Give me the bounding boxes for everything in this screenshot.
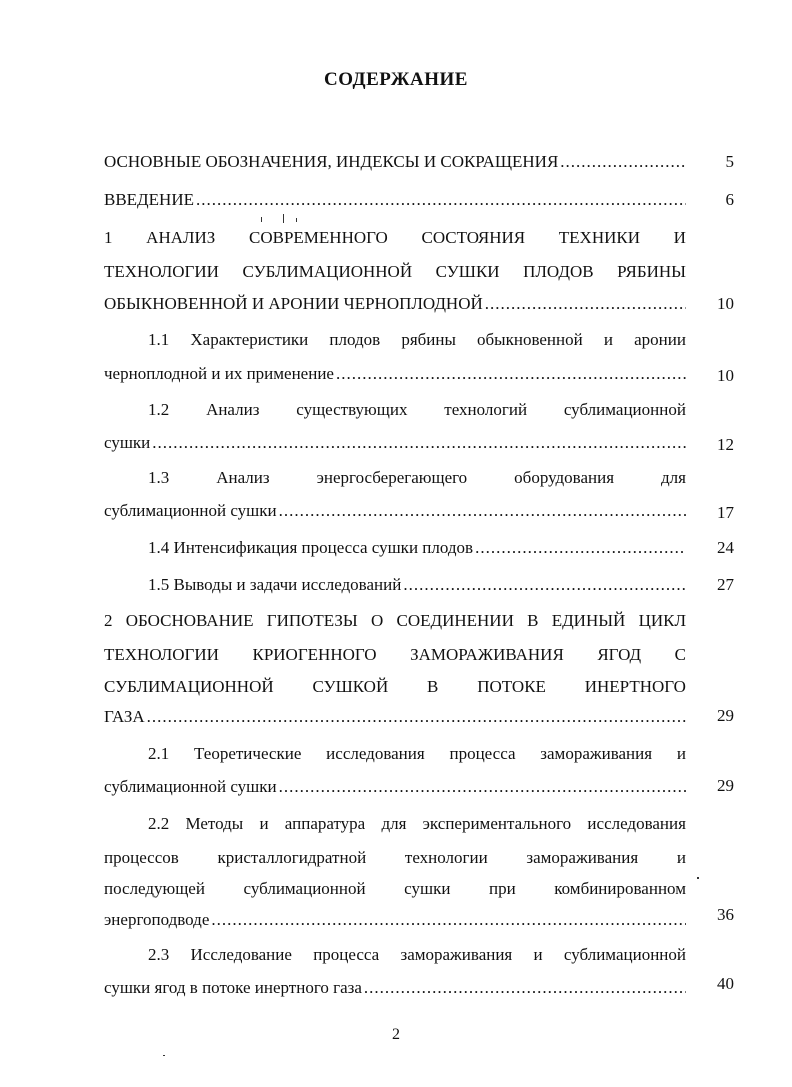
word: сублимационной — [243, 879, 366, 898]
toc-line — [104, 876, 686, 902]
leader-dots — [485, 291, 686, 317]
word: исследования — [326, 744, 425, 763]
toc-page-number: 5 — [725, 152, 734, 171]
word: СУБЛИМАЦИОННОЙ — [242, 262, 413, 281]
word: АНАЛИЗ — [146, 228, 216, 247]
word: аронии — [634, 330, 686, 349]
word: исследования — [587, 814, 686, 833]
toc-page-number: 36 — [717, 905, 734, 924]
toc-page-number: 29 — [717, 706, 734, 725]
word: Теоретические — [194, 744, 302, 763]
word: 1.2 — [148, 400, 170, 419]
word: ИНЕРТНОГО — [584, 677, 686, 696]
toc-line — [104, 291, 686, 317]
toc-line — [104, 674, 686, 700]
word: ЦИКЛ — [638, 611, 686, 630]
word: ПОТОКЕ — [477, 677, 546, 696]
entry-text: сублимационной сушки — [104, 777, 277, 796]
toc-line — [104, 535, 686, 561]
toc-page-number: 29 — [717, 776, 734, 795]
toc-line — [104, 327, 686, 353]
toc-line — [104, 397, 686, 423]
word: ПЛОДОВ — [523, 262, 594, 281]
word: Характеристики — [190, 330, 309, 349]
word: СОЕДИНЕНИИ — [396, 611, 514, 630]
page-number: 2 — [392, 1026, 400, 1043]
word: процессов — [104, 848, 179, 867]
word: СУШКОЙ — [312, 677, 389, 696]
toc-page-number: 40 — [717, 974, 734, 993]
toc-line — [104, 430, 686, 456]
word: процесса — [449, 744, 516, 763]
entry-text: ОСНОВНЫЕ ОБОЗНАЧЕНИЯ, ИНДЕКСЫ И СОКРАЩЕНИЯ — [104, 152, 559, 171]
word: О — [370, 611, 384, 630]
entry-text: сушки ягод в потоке инертного газа — [104, 978, 362, 997]
toc-line — [104, 942, 686, 968]
word: Анализ — [216, 468, 270, 487]
leader-dots — [364, 975, 686, 1001]
word: для — [661, 468, 686, 487]
word: И — [673, 228, 686, 247]
entry-text: 1.5 Выводы и задачи исследований — [148, 575, 402, 594]
leader-dots — [211, 907, 686, 933]
entry-text: ОБЫКНОВЕННОЙ И АРОНИИ ЧЕРНОПЛОДНОЙ — [104, 294, 483, 313]
word: замораживания — [400, 945, 513, 964]
word: ГИПОТЕЗЫ — [266, 611, 358, 630]
word: последующей — [104, 879, 205, 898]
leader-dots — [147, 704, 686, 730]
word: ЯГОД — [597, 645, 642, 664]
leader-dots — [279, 498, 686, 524]
leader-dots — [403, 572, 686, 598]
word: и — [603, 330, 613, 349]
word: для — [381, 814, 407, 833]
word: 1.3 — [148, 468, 170, 487]
word: Исследование — [190, 945, 292, 964]
word: технологий — [444, 400, 528, 419]
entry-text: ГАЗА — [104, 707, 145, 726]
entry-text: энергоподводе — [104, 910, 210, 929]
word: ТЕХНОЛОГИИ — [104, 262, 219, 281]
word: экспериментального — [422, 814, 572, 833]
scan-speck — [697, 877, 699, 879]
leader-dots — [196, 187, 686, 213]
toc-line — [104, 975, 686, 1001]
word: сублимационной — [563, 400, 686, 419]
word: оборудования — [514, 468, 615, 487]
word: плодов — [329, 330, 381, 349]
word: обыкновенной — [477, 330, 583, 349]
toc-page-number: 12 — [717, 435, 734, 454]
toc-line — [104, 225, 686, 251]
toc-line — [104, 811, 686, 837]
word: комбинированном — [554, 879, 686, 898]
word: ЕДИНЫЙ — [551, 611, 626, 630]
scan-speck — [163, 1055, 165, 1056]
toc-line — [104, 149, 686, 175]
word: С — [674, 645, 686, 664]
toc-line — [104, 845, 686, 871]
word: ТЕХНОЛОГИИ — [104, 645, 219, 664]
page-title: СОДЕРЖАНИЕ — [324, 69, 468, 90]
word: СОСТОЯНИЯ — [421, 228, 526, 247]
toc-line — [104, 608, 686, 634]
word: 2.1 — [148, 744, 170, 763]
toc-line — [104, 774, 686, 800]
word: при — [488, 879, 516, 898]
toc-page-number: 10 — [717, 366, 734, 385]
toc-page-number: 17 — [717, 503, 734, 522]
word: 2.2 — [148, 814, 170, 833]
word: ЗАМОРАЖИВАНИЯ — [410, 645, 564, 664]
word: технологии — [404, 848, 488, 867]
word: СОВРЕМЕННОГО — [249, 228, 388, 247]
entry-text: 1.4 Интенсификация процесса сушки плодов — [148, 538, 474, 557]
word: замораживания — [526, 848, 639, 867]
toc-line — [104, 907, 686, 933]
word: энергосберегающего — [316, 468, 468, 487]
word: замораживания — [540, 744, 653, 763]
word: аппаратура — [284, 814, 366, 833]
word: кристаллогидратной — [217, 848, 367, 867]
word: 1.1 — [148, 330, 170, 349]
word: и — [533, 945, 543, 964]
leader-dots — [475, 535, 686, 561]
word: 2 — [104, 611, 113, 630]
word: ОБОСНОВАНИЕ — [125, 611, 254, 630]
word: и — [676, 848, 686, 867]
word: 1 — [104, 228, 113, 247]
entry-text: сублимационной сушки — [104, 501, 277, 520]
entry-text: черноплодной и их применение — [104, 364, 334, 383]
word: ТЕХНИКИ — [558, 228, 640, 247]
scan-speck — [283, 214, 284, 223]
toc-line — [104, 572, 686, 598]
scan-speck — [296, 218, 297, 222]
toc-page-number: 27 — [717, 575, 734, 594]
word: сушки — [404, 879, 451, 898]
toc-line — [104, 704, 686, 730]
entry-text: ВВЕДЕНИЕ — [104, 190, 194, 209]
toc-line — [104, 642, 686, 668]
word: В — [527, 611, 539, 630]
leader-dots — [152, 430, 686, 456]
toc-page-number: 6 — [725, 190, 734, 209]
word: сублимационной — [563, 945, 686, 964]
word: В — [427, 677, 439, 696]
toc-line — [104, 498, 686, 524]
toc-line — [104, 259, 686, 285]
word: рябины — [401, 330, 456, 349]
toc-line — [104, 465, 686, 491]
toc-page-number: 24 — [717, 538, 734, 557]
word: РЯБИНЫ — [617, 262, 686, 281]
word: КРИОГЕННОГО — [252, 645, 377, 664]
word: СУШКИ — [435, 262, 500, 281]
toc-line — [104, 361, 686, 387]
scan-speck — [261, 217, 262, 222]
toc-page-number: 10 — [717, 294, 734, 313]
word: существующих — [296, 400, 408, 419]
word: Методы — [185, 814, 244, 833]
word: Анализ — [206, 400, 260, 419]
leader-dots — [560, 149, 686, 175]
word: и — [259, 814, 269, 833]
toc-line — [104, 187, 686, 213]
leader-dots — [279, 774, 686, 800]
leader-dots — [336, 361, 686, 387]
word: процесса — [313, 945, 380, 964]
word: 2.3 — [148, 945, 170, 964]
toc-line — [104, 741, 686, 767]
word: СУБЛИМАЦИОННОЙ — [104, 677, 274, 696]
word: и — [676, 744, 686, 763]
entry-text: сушки — [104, 433, 151, 452]
